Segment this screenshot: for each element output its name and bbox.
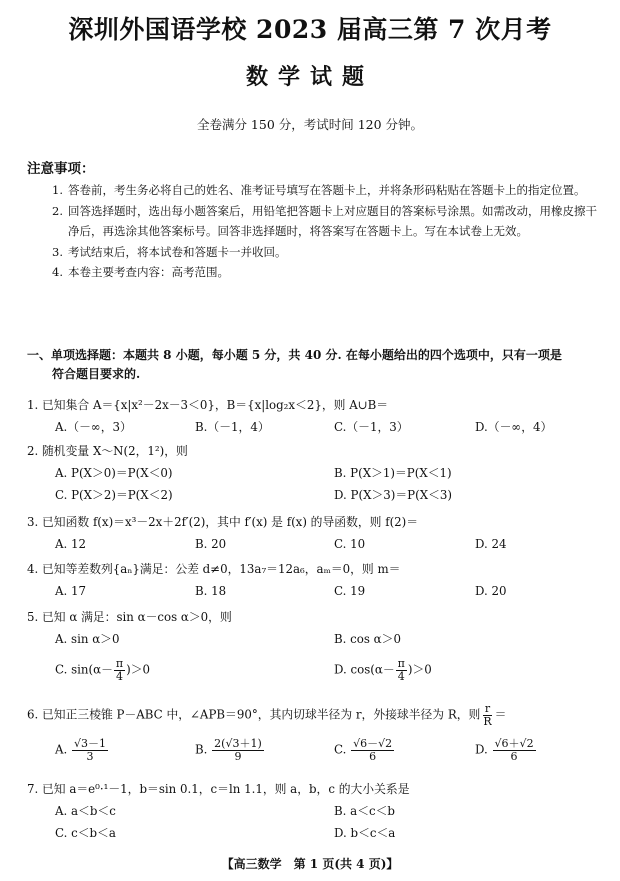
question-stem: 3. 已知函数 f(x)＝x³－2x＋2f′(2)，其中 f′(x) 是 f(x) 的导函数，则 f(2)＝ bbox=[27, 515, 419, 529]
question-stem: 7. 已知 a＝e⁰·¹－1，b＝sin 0.1，c＝ln 1.1，则 a，b，c 的大小关系是 bbox=[27, 782, 410, 796]
fraction: $\frac{\pi}{4}$ bbox=[115, 657, 124, 683]
notice-item: 4. 本卷主要考查内容：高考范围。 bbox=[52, 265, 229, 279]
question-5 bbox=[27, 608, 597, 682]
option-c: C. P(X＞2)＝P(X＜2) bbox=[55, 488, 173, 502]
option-b: B. $\frac{2(√3+1)}{9}$ bbox=[195, 737, 262, 763]
question-stem: 4. 已知等差数列{aₙ}满足：公差 d≠0，13a₇＝12a₆，aₘ＝0，则 m＝ bbox=[27, 562, 401, 576]
exam-title: 深圳外国语学校 2023 届高三第 7 次月考 bbox=[68, 15, 552, 44]
question-4 bbox=[27, 560, 597, 600]
fraction: $\frac{r}{R}$ bbox=[483, 702, 492, 728]
option-d: D. b＜c＜a bbox=[334, 826, 396, 840]
option-d: D. 24 bbox=[475, 537, 507, 551]
question-3 bbox=[27, 513, 597, 553]
option-d: D. cos(α－ $\frac{\pi}{4}$ )＞0 bbox=[334, 657, 432, 683]
option-c: C.（－1，3） bbox=[334, 420, 409, 434]
page-footer: 【高三数学 第 1 页(共 4 页)】 bbox=[221, 857, 399, 871]
option-b: B.（－1，4） bbox=[195, 420, 270, 434]
option-a: A. P(X＞0)＝P(X＜0) bbox=[55, 466, 173, 480]
notice-item: 2. 回答选择题时，选出每小题答案后，用铅笔把答题卡上对应题目的答案标号涂黑。如需改动，用橡皮擦干净后，再选涂其他答案标号。回答非选择题时，将答案写在答题卡上。写在本试卷上无效。 bbox=[52, 203, 597, 238]
option-b: B. cos α＞0 bbox=[334, 632, 401, 646]
question-6 bbox=[27, 703, 597, 762]
notice-item: 1. 答卷前，考生务必将自己的姓名、准考证号填写在答题卡上，并将条形码粘贴在答题卡上的指定位置。 bbox=[52, 183, 586, 197]
notice-item: 3. 考试结束后，将本试卷和答题卡一并收回。 bbox=[52, 244, 287, 259]
question-stem: 1. 已知集合 A＝{x|x²－2x－3＜0}，B＝{x|log₂x＜2}，则 A∪B＝ bbox=[27, 398, 389, 412]
option-d: D. 20 bbox=[475, 584, 507, 598]
fraction: $\frac{√6+√2}{6}$ bbox=[494, 737, 534, 763]
option-a: A. a＜b＜c bbox=[55, 804, 116, 818]
option-a: A.（－∞，3） bbox=[55, 420, 132, 434]
section-heading-line1: 一、单项选择题：本题共 8 小题，每小题 5 分，共 40 分. 在每小题给出的四个选项中，只有一项是 bbox=[27, 348, 562, 362]
exam-info: 全卷满分 150 分，考试时间 120 分钟。 bbox=[196, 117, 424, 132]
option-c: C. sin(α－ $\frac{\pi}{4}$ )＞0 bbox=[55, 657, 151, 683]
option-b: B. a＜c＜b bbox=[334, 804, 395, 818]
question-stem: 2. 随机变量 X～N(2，1²)，则 bbox=[27, 444, 188, 458]
question-stem: 5. 已知 α 满足：sin α－cos α＞0，则 bbox=[27, 610, 232, 624]
option-d: D. $\frac{√6+√2}{6}$ bbox=[475, 737, 534, 763]
option-a: A. sin α＞0 bbox=[55, 632, 120, 646]
option-d: D. P(X＞3)＝P(X＜3) bbox=[334, 488, 453, 502]
option-b: B. 20 bbox=[195, 537, 227, 551]
option-a: A. 17 bbox=[55, 584, 87, 598]
fraction: $\frac{√3-1}{3}$ bbox=[74, 737, 107, 763]
option-a: A. 12 bbox=[55, 537, 87, 551]
option-c: C. 10 bbox=[334, 537, 366, 551]
option-b: B. 18 bbox=[195, 584, 227, 598]
option-a: A. $\frac{√3-1}{3}$ bbox=[55, 737, 107, 763]
section-heading-line2: 符合题目要求的. bbox=[52, 367, 141, 381]
question-7 bbox=[27, 780, 597, 842]
question-stem: 6. 已知正三棱锥 P－ABC 中，∠APB＝90°，其内切球半径为 r，外接球半径为 R，则 $\frac{r}{R}$ ＝ bbox=[27, 702, 507, 728]
section-heading bbox=[27, 346, 597, 384]
notice-list bbox=[52, 180, 597, 283]
option-b: B. P(X＞1)＝P(X＜1) bbox=[334, 466, 452, 480]
option-c: C. $\frac{√6-√2}{6}$ bbox=[334, 737, 393, 763]
fraction: $\frac{√6-√2}{6}$ bbox=[353, 737, 393, 763]
notice-heading: 注意事项： bbox=[27, 161, 95, 177]
question-1 bbox=[27, 396, 597, 436]
option-d: D.（－∞，4） bbox=[475, 420, 553, 434]
question-2 bbox=[27, 442, 597, 504]
option-c: C. 19 bbox=[334, 584, 366, 598]
fraction: $\frac{\pi}{4}$ bbox=[397, 657, 405, 683]
option-c: C. c＜b＜a bbox=[55, 826, 116, 840]
exam-subtitle: 数学试题 bbox=[245, 64, 374, 90]
fraction: $\frac{2(√3+1)}{9}$ bbox=[214, 737, 262, 763]
